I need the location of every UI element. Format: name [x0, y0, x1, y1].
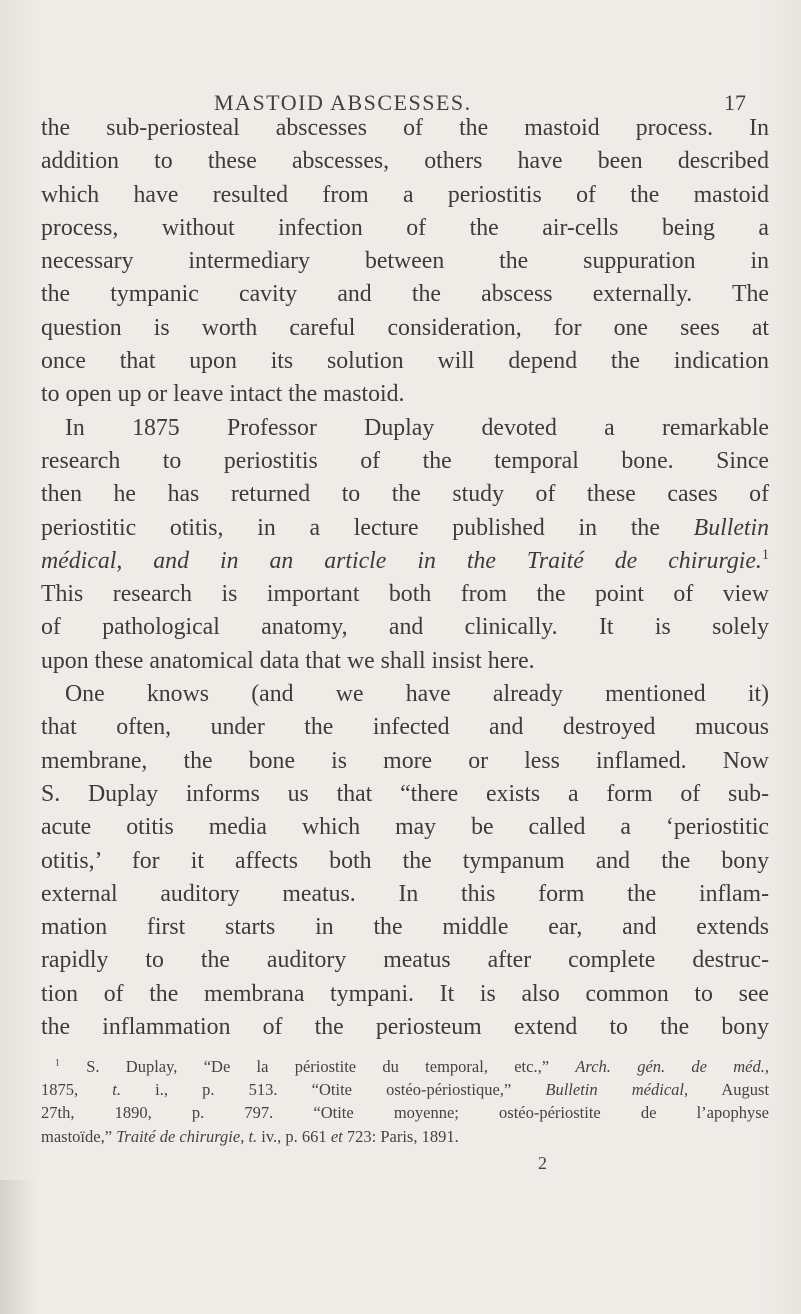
- body-line: In 1875 Professor Duplay devoted a remarkable: [65, 414, 769, 441]
- page-edge-shadow: [0, 1180, 36, 1314]
- body-line-with-italic: [41, 545, 769, 578]
- footnote-text: 723: Paris, 1891.: [346, 1126, 459, 1146]
- body-line: the sub-periosteal abscesses of the mastoid process. In: [41, 115, 769, 141]
- footnote-ref: 1: [761, 546, 769, 563]
- body-line: the inflammation of the periosteum extend to the bony: [41, 1014, 769, 1041]
- page-number: 17: [724, 90, 746, 115]
- footnote-text: August: [721, 1080, 770, 1100]
- italic-traite: Traité de chirurgie.: [526, 547, 762, 574]
- footnote-line: [41, 1055, 769, 1078]
- body-line: then he has returned to the study of these cases of: [41, 481, 769, 508]
- running-title: MASTOID ABSCESSES.: [214, 90, 472, 115]
- body-line: membrane, the bone is more or less inflamed. Now: [41, 747, 769, 774]
- footnote-text: 1875,: [41, 1080, 79, 1100]
- footnote-text: i., p. 513. “Otite ostéo-périostique,”: [155, 1080, 512, 1100]
- body-text: [41, 112, 769, 1044]
- footnote-italic: Bulletin médical,: [545, 1080, 689, 1100]
- body-line: of pathological anatomy, and clinically. It is solely: [41, 614, 769, 641]
- body-line: that often, under the infected and destroyed mucous: [41, 714, 769, 741]
- footnote-italic: Arch. gén. de méd.,: [575, 1057, 770, 1076]
- footnote-line: [41, 1125, 769, 1148]
- body-line-text: médical, and in an article in the: [41, 547, 496, 574]
- body-line: to open up or leave intact the mastoid.: [41, 381, 405, 408]
- body-line: S. Duplay informs us that “there exists a form of sub-: [41, 780, 769, 807]
- body-line: necessary intermediary between the suppuration in: [41, 248, 769, 275]
- body-line: mation first starts in the middle ear, and extends: [41, 914, 769, 941]
- footnote-italic: et: [330, 1126, 343, 1146]
- body-line: This research is important both from the point of view: [41, 581, 769, 608]
- body-line: the tympanic cavity and the abscess externally. The: [41, 281, 769, 308]
- body-line: otitis,’ for it affects both the tympanum and the bony: [41, 847, 769, 874]
- body-line-with-italic: [41, 512, 769, 545]
- footnote-text: iv., p. 661: [261, 1126, 327, 1146]
- footnote-italic: t.: [112, 1080, 121, 1100]
- footnote-text: mastoïde,”: [41, 1126, 113, 1146]
- body-line-text: periostitic otitis, in a lecture published in the: [41, 514, 660, 541]
- body-line: once that upon its solution will depend the indication: [41, 348, 769, 375]
- body-line: acute otitis media which may be called a ‘periostitic: [41, 814, 769, 841]
- body-line: external auditory meatus. In this form the inflam-: [41, 880, 769, 907]
- footnote-italic: Traité de chirurgie, t.: [116, 1126, 258, 1146]
- body-line: which have resulted from a periostitis of the mastoid: [41, 181, 769, 208]
- footnote-line: 27th, 1890, p. 797. “Otite moyenne; ostéo-périostite de l’apophyse: [41, 1103, 769, 1123]
- italic-bulletin: Bulletin: [693, 514, 769, 541]
- body-line: tion of the membrana tympani. It is also common to see: [41, 980, 769, 1007]
- body-line: question is worth careful consideration, for one sees at: [41, 314, 769, 341]
- body-line: rapidly to the auditory meatus after complete destruc-: [41, 947, 769, 974]
- body-line: process, without infection of the air-cells being a: [41, 214, 769, 241]
- footnotes: [41, 1055, 769, 1148]
- body-line: upon these anatomical data that we shall insist here.: [41, 647, 535, 674]
- footnote-marker: 1: [55, 1057, 60, 1069]
- footnote-line: [41, 1078, 769, 1101]
- body-line: addition to these abscesses, others have been described: [41, 148, 769, 175]
- footnote-text: S. Duplay, “De la périostite du temporal, etc.,”: [86, 1057, 550, 1076]
- body-line: research to periostitis of the temporal bone. Since: [41, 447, 769, 474]
- signature-mark: 2: [538, 1153, 547, 1173]
- body-line: One knows (and we have already mentioned it): [65, 681, 769, 708]
